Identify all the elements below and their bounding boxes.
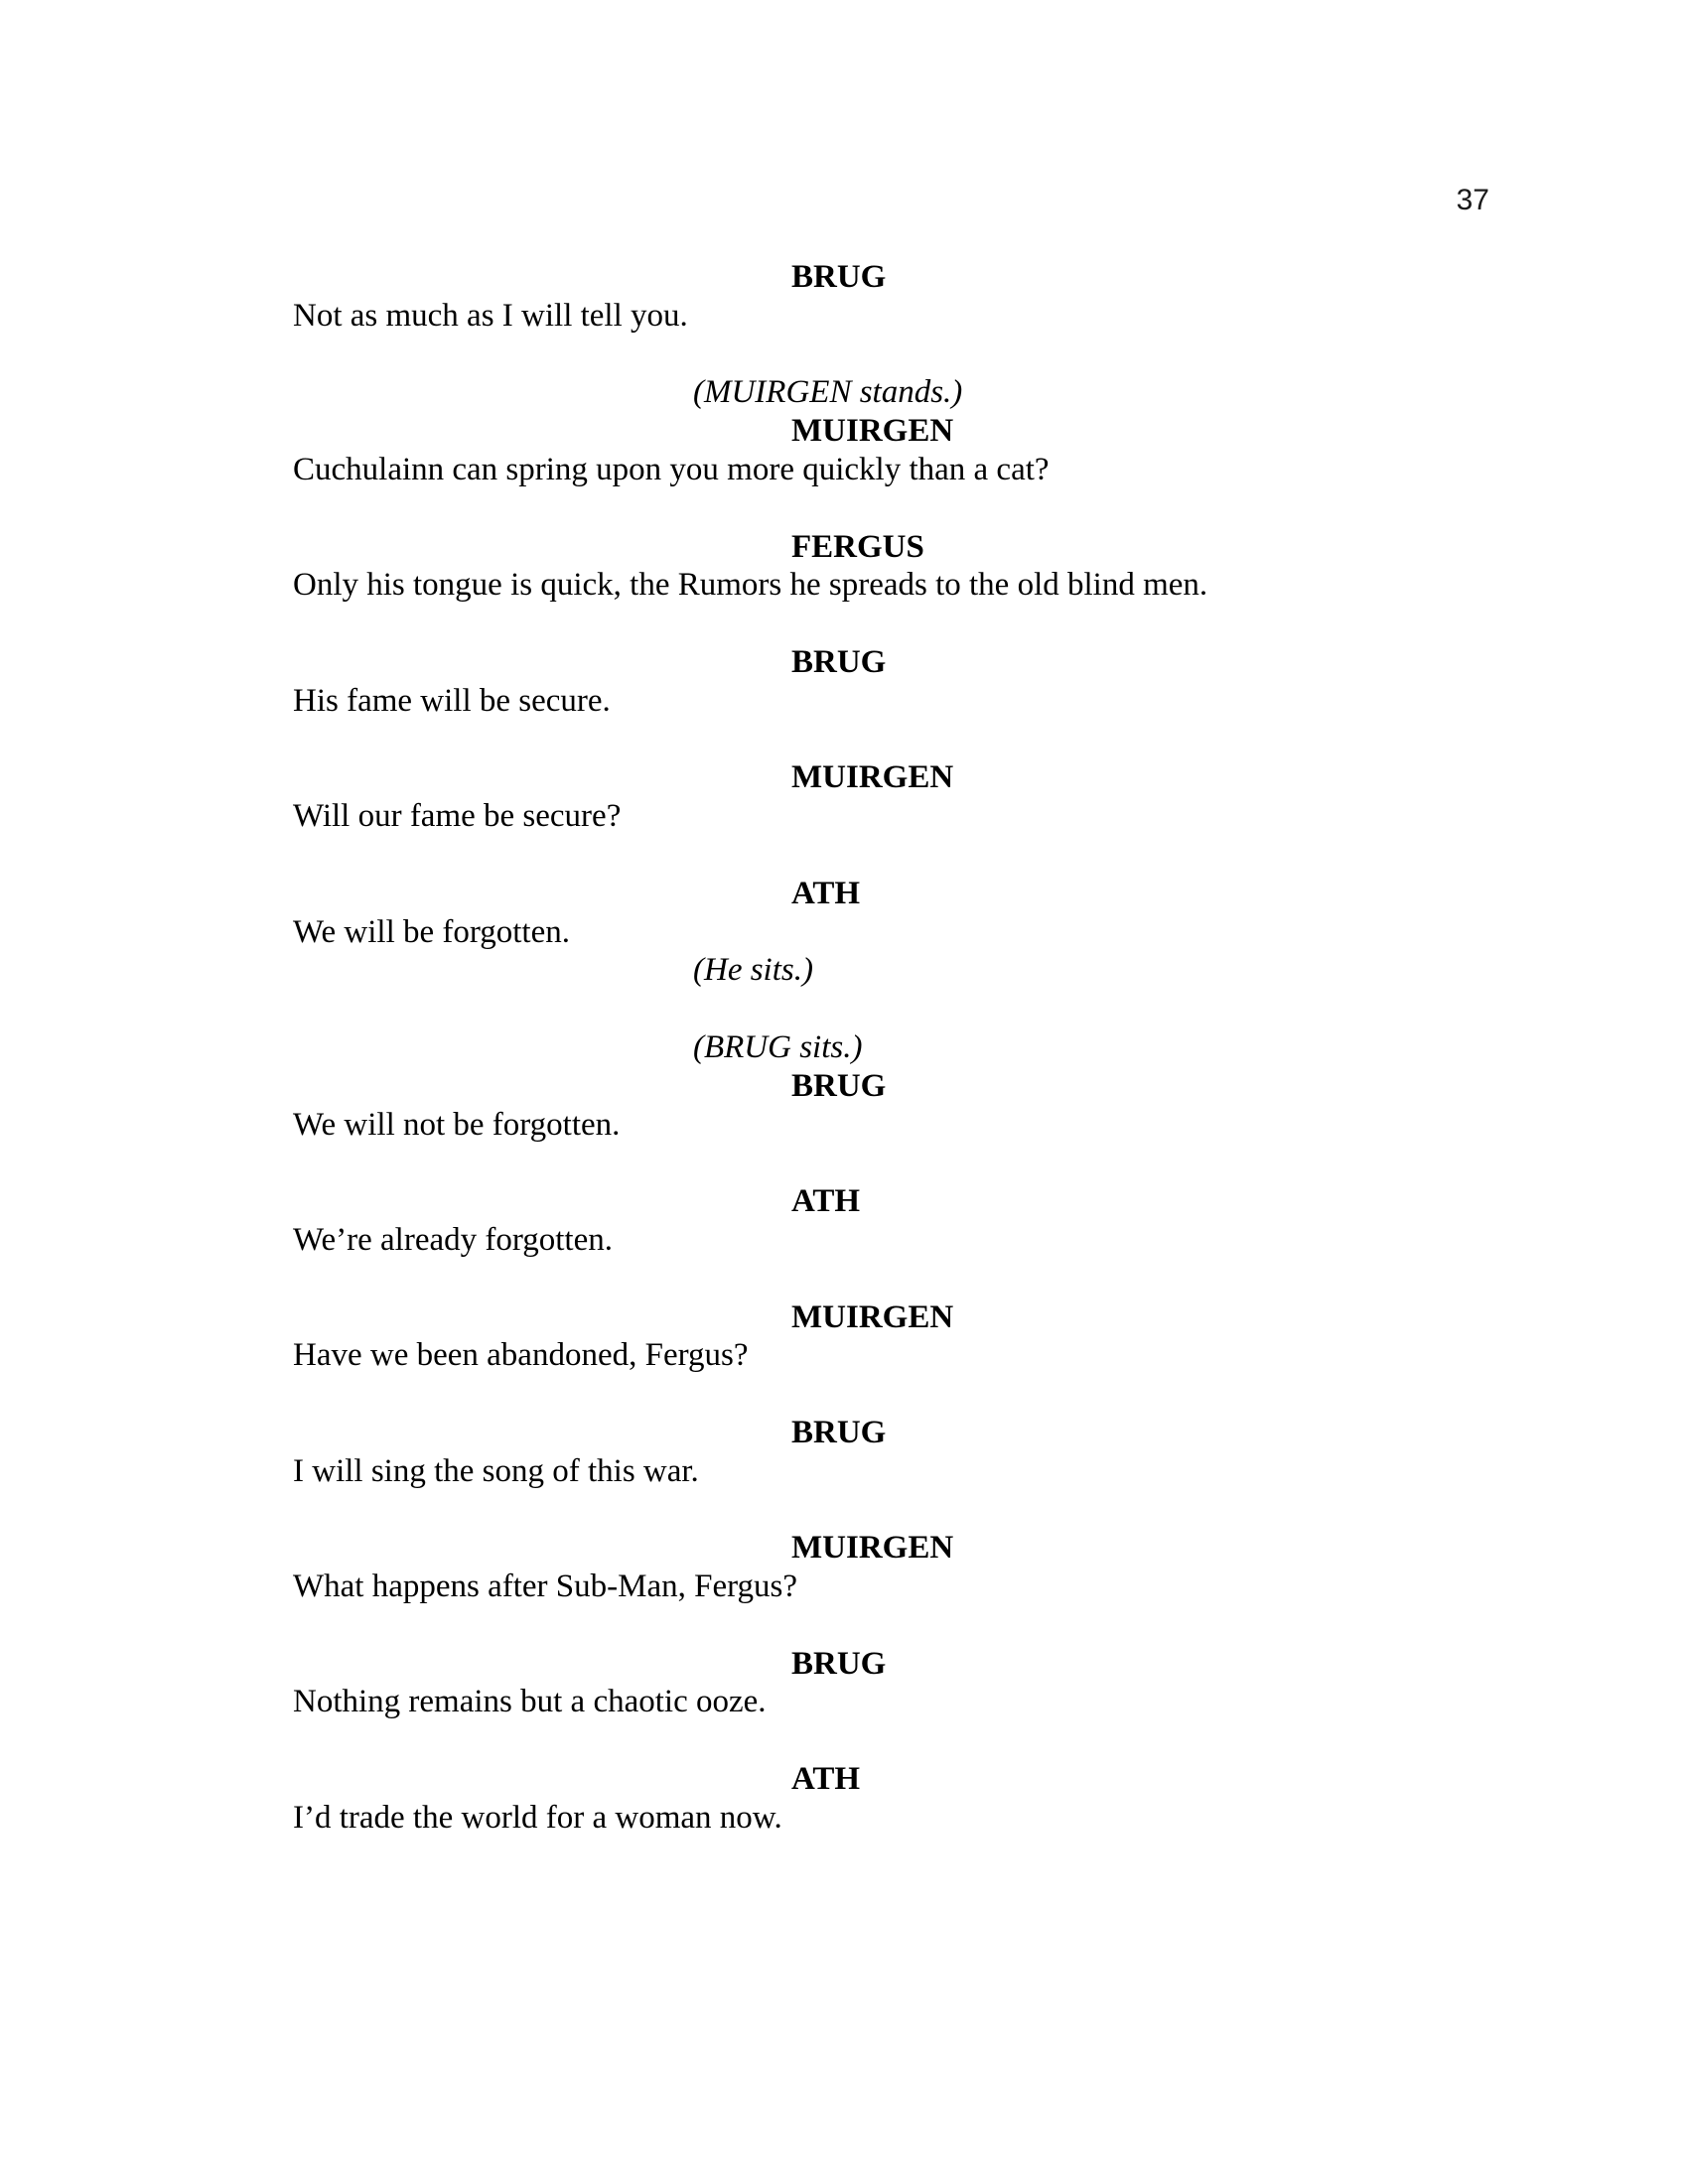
stage-direction: (BRUG sits.) (693, 1028, 863, 1065)
page-number: 37 (1456, 184, 1489, 216)
blank-line (0, 836, 1688, 875)
blank-line (0, 990, 1688, 1028)
blank-line (0, 721, 1688, 759)
character-name: MUIRGEN (791, 1298, 954, 1335)
blank-line (0, 1721, 1688, 1760)
character-name: ATH (791, 1183, 861, 1220)
character-name: MUIRGEN (791, 1530, 954, 1567)
dialogue-line: His fame will be secure. (293, 682, 611, 719)
dialogue-line: What happens after Sub-Man, Fergus? (293, 1569, 798, 1605)
dialogue-line: Have we been abandoned, Fergus? (293, 1337, 749, 1374)
dialogue-line: I’d trade the world for a woman now. (293, 1799, 782, 1836)
blank-line (0, 1606, 1688, 1645)
dialogue-line: Will our fame be secure? (293, 798, 622, 835)
character-name: BRUG (791, 643, 887, 680)
blank-line (0, 336, 1688, 374)
character-name: BRUG (791, 1414, 887, 1450)
dialogue-line: We will not be forgotten. (293, 1106, 621, 1143)
stage-direction: (He sits.) (693, 952, 813, 989)
dialogue-line: Not as much as I will tell you. (293, 297, 688, 334)
blank-line (0, 1375, 1688, 1414)
character-name: ATH (791, 875, 861, 911)
blank-line (0, 489, 1688, 528)
character-name: BRUG (791, 1067, 887, 1104)
blank-line (0, 605, 1688, 643)
character-name: MUIRGEN (791, 759, 954, 796)
blank-line (0, 1144, 1688, 1182)
blank-line (0, 1260, 1688, 1298)
character-name: MUIRGEN (791, 413, 954, 450)
character-name: ATH (791, 1761, 861, 1798)
dialogue-line: We will be forgotten. (293, 913, 571, 950)
blank-line (0, 1491, 1688, 1530)
dialogue-line: Nothing remains but a chaotic ooze. (293, 1684, 767, 1720)
dialogue-line: Only his tongue is quick, the Rumors he spreads to the old blind men. (293, 567, 1208, 604)
dialogue-line: We’re already forgotten. (293, 1221, 613, 1258)
character-name: BRUG (791, 259, 887, 295)
dialogue-line: I will sing the song of this war. (293, 1452, 699, 1489)
stage-direction: (MUIRGEN stands.) (693, 374, 963, 411)
dialogue-line: Cuchulainn can spring upon you more quickly than a cat? (293, 451, 1050, 487)
script-content (0, 258, 1688, 1838)
character-name: BRUG (791, 1645, 887, 1682)
character-name: FERGUS (791, 528, 924, 565)
